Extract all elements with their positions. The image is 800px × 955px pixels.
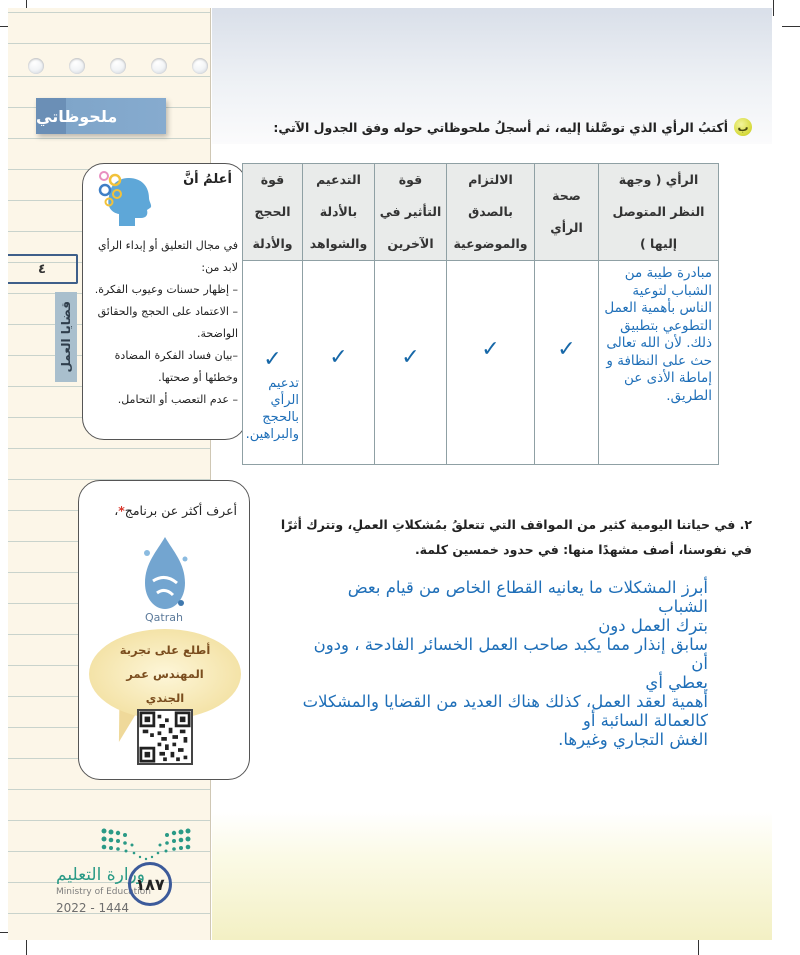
check-icon: ✓ [329, 345, 348, 370]
footer-gradient [212, 812, 772, 940]
answer-line: الغش التجاري وغيرها. [558, 730, 708, 749]
page-number-text: ١٨٧ [135, 874, 165, 894]
question-badge: ب [734, 118, 752, 136]
header-opinion: الرأي ( وجهة النظر المتوصل إليها ) [599, 164, 719, 261]
answer-line: بترك العمل دون [598, 616, 708, 635]
head-gears-icon [95, 168, 153, 228]
honesty-cell[interactable] [447, 261, 535, 465]
header-argument-strength: قوة الحجج والأدلة [243, 164, 303, 261]
know-that-point: – عدم التعصب أو التحامل. [117, 393, 238, 406]
answer-line: كالعمالة السائبة أو [582, 711, 708, 730]
crop-mark [782, 26, 800, 27]
binder-hole [69, 58, 85, 74]
binder-hole [28, 58, 44, 74]
check-icon: ✓ [263, 347, 282, 372]
header-honesty: الالتزام بالصدق والموضوعية [447, 164, 535, 261]
question-2 [232, 512, 752, 562]
answer-line: أهمية لعقد العمل، كذلك هناك العديد من القضايا والمشكلات [302, 692, 708, 711]
know-that-title: أعلمُ أنَّ [183, 172, 232, 187]
question-2-line: ٢. في حياتنا اليومية كثير من المواقف التي تتعلقُ بمُشكلاتِ العملِ، وتترك أثرًا [280, 517, 752, 532]
program-name: Qatrah [145, 611, 183, 624]
page-number [128, 862, 172, 906]
notes-sidebar [8, 8, 211, 940]
notes-tab-label: ملحوظاتي [36, 106, 118, 126]
header-evidence: التدعيم بالأدلة والشواهد [303, 164, 375, 261]
unit-number: ٤ [38, 261, 46, 277]
learn-more-title [114, 503, 237, 518]
learn-more-label: أعرف أكثر عن برنامج [124, 503, 237, 518]
evidence-cell[interactable] [303, 261, 375, 465]
check-icon: ✓ [481, 337, 500, 362]
header-influence: قوة التأثير في الآخرين [375, 164, 447, 261]
know-that-box [82, 163, 247, 440]
asterisk-mark: * [118, 503, 125, 518]
crop-mark [773, 0, 774, 16]
ministry-logo [52, 823, 202, 913]
bubble-line: المهندس عمر [126, 667, 204, 681]
argument-note: تدعيم الرأي بالحجج والبراهين. [245, 376, 299, 442]
qatrah-logo-icon[interactable] [135, 533, 195, 618]
ministry-name-en: Ministry of Education [56, 887, 151, 897]
question-2-line: في نفوسنا، أصف مشهدًا منها: في حدود خمسين كلمة. [414, 542, 752, 557]
table-row [243, 261, 719, 465]
answer-2[interactable] [298, 578, 708, 749]
table-header-row [243, 164, 719, 261]
notes-tab [36, 98, 166, 134]
learn-more-box [78, 480, 250, 780]
unit-number-box [8, 254, 78, 284]
answer-line: سابق إنذار مما يكبد صاحب العمل الخسائر الفادحة ، ودون أن [313, 635, 708, 673]
speech-bubble [89, 629, 241, 719]
know-that-point: – إظهار حسنات وعيوب الفكرة. [94, 283, 238, 296]
influence-cell[interactable] [375, 261, 447, 465]
question-b-text: أكتبُ الرأي الذي توصَّلنا إليه، ثم أسجلُ ملحوظاتي حوله وفق الجدول الآتي: [273, 119, 728, 135]
answer-line: يعطي أي [645, 673, 708, 692]
qr-code-icon[interactable] [137, 709, 193, 765]
know-that-point: – الاعتماد على الحجج والحقائق الواضحة. [97, 305, 238, 340]
binder-hole [192, 58, 208, 74]
know-that-body [89, 235, 238, 411]
know-that-intro: في مجال التعليق أو إبداء الرأي لابد من: [97, 239, 238, 274]
argument-strength-cell[interactable] [243, 261, 303, 465]
check-icon: ✓ [557, 337, 576, 362]
question-b [273, 118, 752, 136]
bubble-line: الجندي [145, 691, 185, 705]
crop-mark [26, 940, 27, 955]
ministry-dots-icon [100, 827, 192, 867]
check-icon: ✓ [401, 345, 420, 370]
opinion-table [242, 163, 719, 465]
learn-more-suffix: ، [114, 503, 119, 518]
ministry-name-ar: وزارة التعليم [56, 865, 145, 885]
unit-title-ribbon [55, 292, 77, 382]
header-validity: صحة الرأي [535, 164, 599, 261]
ministry-year: 2022 - 1444 [56, 901, 130, 915]
binder-hole [110, 58, 126, 74]
binder-holes [28, 58, 208, 74]
unit-title: قضايا العمل [59, 301, 73, 373]
validity-cell[interactable] [535, 261, 599, 465]
know-that-point: –بيان فساد الفكرة المضادة وخطئها أو صحتها. [114, 349, 238, 384]
opinion-cell[interactable]: مبادرة طيبة من الشباب لتوعية الناس بأهمية العمل التطوعي بتطبيق ذلك. لأن الله تعالى حث على النظافة و إماطة الأذى عن الطريق. [599, 261, 719, 465]
binder-hole [151, 58, 167, 74]
bubble-line: أطلع على تجربة [119, 643, 211, 657]
crop-mark [698, 940, 699, 955]
answer-line: أبرز المشكلات ما يعانيه القطاع الخاص من قيام بعض الشباب [347, 578, 708, 616]
